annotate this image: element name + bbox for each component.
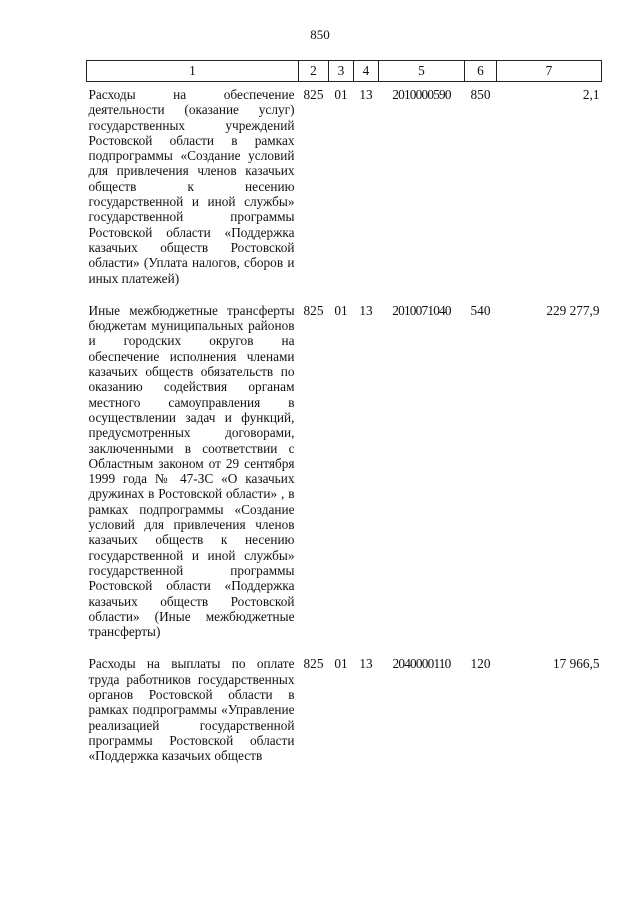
header-col-1: 1 <box>87 61 299 82</box>
row-target-article: 2010071040 <box>392 302 451 318</box>
header-col-5: 5 <box>379 61 465 82</box>
row-section-code: 01 <box>334 87 348 102</box>
table-row <box>87 651 602 775</box>
row-expense-type: 540 <box>470 302 491 318</box>
row-target-article: 2010000590 <box>392 87 451 102</box>
row-ministry-code: 825 <box>303 656 324 672</box>
row-description: Расходы на обеспечение деятельности (оказание услуг) государственных учреждений Ростовской области в рамках подпрограммы «Создание условий для привлечения членов казачьих обществ к несению государственной и иной службы» государственной программы Ростовской области «Поддержка казачьих обществ Ростовской области» (Уплата налогов, сборов и иных платежей) <box>88 87 295 286</box>
row-subsection-code: 13 <box>359 302 373 318</box>
table-row <box>87 82 602 298</box>
row-amount: 229 277,9 <box>546 302 600 318</box>
row-expense-type: 850 <box>470 87 491 102</box>
row-subsection-code: 13 <box>359 656 373 672</box>
row-expense-type: 120 <box>470 656 491 672</box>
table-header <box>87 61 602 82</box>
row-amount: 17 966,5 <box>552 656 600 672</box>
row-amount: 2,1 <box>582 87 600 102</box>
row-description: Иные межбюджетные трансферты бюджетам муниципальных районов и городских округов на обеспечение исполнения членами казачьих обществ обязательств по оказанию содействия органам местного самоуправления в осуществлении задач и функций, предусмотренных договорами, заключенными в соответствии с Областным законом от 29 сентября 1999 года № 47-ЗС «О казачьих дружинах в Ростовской области» , в рамках подпрограммы «Создание условий для привлечения членов казачьих обществ к несению государственной и иной службы» государственной программы Ростовской области «Поддержка казачьих обществ Ростовской области» (Иные межбюджетные трансферты) <box>88 302 295 640</box>
header-col-3: 3 <box>329 61 354 82</box>
row-description: Расходы на выплаты по оплате труда работников государственных органов Ростовской области в рамках подпрограммы «Управление реализацией государственной программы Ростовской области «Поддержка казачьих обществ <box>88 656 295 764</box>
header-col-2: 2 <box>299 61 329 82</box>
row-section-code: 01 <box>334 302 348 318</box>
header-col-7: 7 <box>497 61 602 82</box>
table-row <box>87 298 602 652</box>
row-target-article: 2040000110 <box>392 656 451 672</box>
page-number: 850 <box>310 27 330 42</box>
header-col-6: 6 <box>465 61 497 82</box>
header-col-4: 4 <box>354 61 379 82</box>
row-ministry-code: 825 <box>303 87 324 102</box>
header-row <box>87 61 602 82</box>
row-section-code: 01 <box>334 656 348 672</box>
budget-table <box>86 60 602 775</box>
row-subsection-code: 13 <box>359 87 373 102</box>
row-ministry-code: 825 <box>303 302 324 318</box>
table-body <box>87 82 602 776</box>
